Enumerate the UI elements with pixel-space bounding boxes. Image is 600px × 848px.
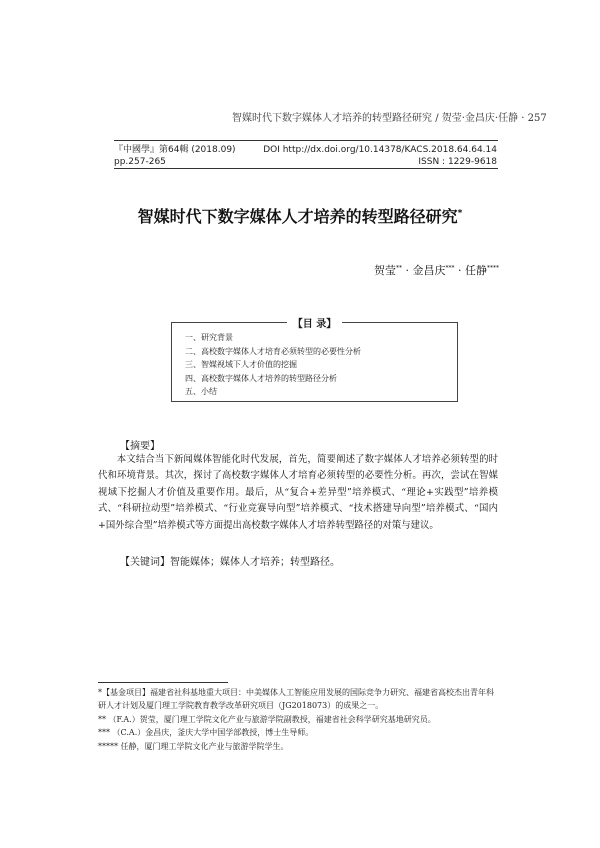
footnote bbox=[98, 726, 498, 739]
author-mark: *** bbox=[445, 264, 455, 272]
author-separator: · bbox=[405, 264, 413, 277]
footnote bbox=[98, 713, 498, 726]
paper-title-mark: * bbox=[457, 208, 463, 219]
running-header-authors: 贺莹·金昌庆·任静 bbox=[441, 113, 519, 124]
running-header bbox=[232, 109, 547, 124]
paper-title bbox=[0, 204, 600, 227]
author-name: 金昌庆 bbox=[412, 264, 446, 277]
paper-title-text: 智媒时代下数字媒体人才培养的转型路径研究 bbox=[137, 207, 458, 226]
footnote-mark: *** bbox=[98, 728, 110, 738]
toc-list bbox=[185, 331, 361, 399]
author-mark: **** bbox=[487, 264, 499, 272]
footnote-mark: * bbox=[98, 688, 102, 697]
journal-name: 『中國學』第64輯 (2018.09) bbox=[114, 145, 236, 155]
journal-issn: ISSN : 1229-9618 bbox=[418, 157, 497, 167]
footnote-text: （C.A.）金昌庆，釜庆大学中国学部教授，博士生导师。 bbox=[112, 728, 314, 738]
journal-bottom-rule bbox=[114, 168, 498, 169]
footnote-text: （F.A.）贺莹，厦门理工学院文化产业与旅游学院副教授，福建省社会科学研究基地研究员。 bbox=[108, 714, 436, 724]
author-mark: ** bbox=[396, 264, 402, 272]
footnote bbox=[98, 686, 498, 713]
footnote-mark: ** bbox=[98, 714, 106, 724]
page-number: 257 bbox=[527, 113, 547, 124]
abstract-body: 本文结合当下新闻媒体智能化时代发展，首先，简要阐述了数字媒体人才培养必须转型的时代和环境背景。其次，探讨了高校数字媒体人才培育必须转型的必要性分析。再次，尝试在智媒视域下挖掘人才价值及重要作用。最后，从“复合+差异型”培养模式、“理论+实践型”培养模式、“科研拉动型”培养模式、“行业竞赛导向型”培养模式、“技术搭建导向型”培养模式、“国内+国外综合型”培养模式等方面提出高校数字媒体人才培养转型路径的对策与建议。 bbox=[98, 454, 498, 531]
footnote-rule bbox=[98, 682, 228, 683]
journal-doi: DOI http://dx.doi.org/10.14378/KACS.2018.64.64.14 bbox=[263, 145, 497, 155]
toc-item: 四、高校数字媒体人才培养的转型路径分析 bbox=[185, 373, 337, 383]
journal-top-rule bbox=[114, 140, 498, 141]
toc-item: 五、小结 bbox=[185, 387, 217, 396]
toc-item: 二、高校数字媒体人才培育必须转型的必要性分析 bbox=[185, 346, 361, 356]
running-header-sep: / bbox=[435, 113, 442, 124]
keywords-text: 智能媒体；媒体人才培养；转型路径。 bbox=[170, 557, 340, 568]
running-header-dot: · bbox=[521, 113, 528, 124]
author-line bbox=[374, 262, 499, 278]
toc-title: 【目 录】 bbox=[172, 315, 457, 330]
toc-item: 一、研究背景 bbox=[185, 333, 233, 342]
keywords bbox=[120, 553, 340, 568]
footnotes bbox=[98, 686, 498, 753]
journal-info-right bbox=[263, 144, 497, 168]
footnote bbox=[98, 740, 498, 753]
footnote-mark: ***** bbox=[98, 741, 118, 751]
author-name: 任静 bbox=[465, 264, 487, 277]
footnote-text: 【基金项目】福建省社科基地重大项目：中美媒体人工智能应用发展的国际竞争力研究、福建省高校杰出青年科研人才计划及厦门理工学院教育教学改革研究项目（JG2018073）的成果之一。 bbox=[98, 688, 494, 711]
abstract-heading: 【摘要】 bbox=[120, 441, 160, 452]
table-of-contents bbox=[171, 319, 458, 402]
author-name: 贺莹 bbox=[374, 264, 396, 277]
author-separator: · bbox=[458, 264, 465, 277]
footnote-text: 任静，厦门理工学院文化产业与旅游学院学生。 bbox=[120, 741, 289, 751]
keywords-label: 【关键词】 bbox=[120, 557, 170, 568]
toc-item: 三、智媒视域下人才价值的挖掘 bbox=[185, 360, 297, 369]
journal-info-left bbox=[114, 144, 236, 168]
running-header-title: 智媒时代下数字媒体人才培养的转型路径研究 bbox=[232, 113, 432, 124]
journal-pages: pp.257-265 bbox=[114, 157, 166, 167]
